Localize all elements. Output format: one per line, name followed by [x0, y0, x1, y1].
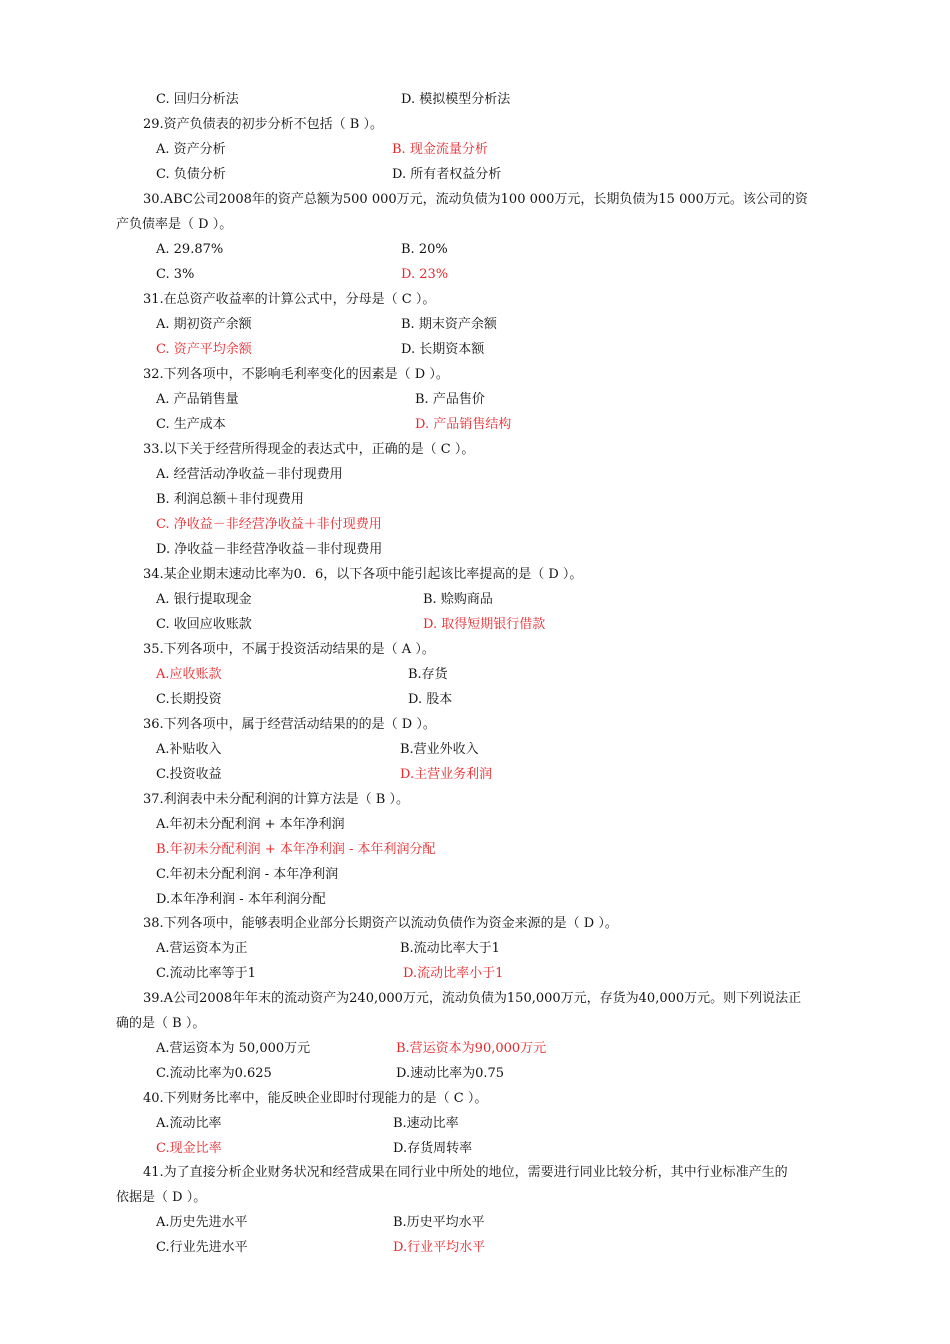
- answer-option: B.年初未分配利润 + 本年净利润 - 本年利润分配: [156, 842, 436, 857]
- answer-option: D.主营业务利润: [400, 767, 493, 782]
- option-text: C.流动比率为0.625: [156, 1066, 272, 1081]
- question-text: 41.为了直接分析企业财务状况和经营成果在同行业中所处的地位，需要进行同业比较分析，其中行业标准产生的: [143, 1165, 788, 1180]
- answer-option: D. 取得短期银行借款: [423, 617, 546, 632]
- answer-option: D.流动比率小于1: [403, 966, 504, 981]
- option-text: A. 资产分析: [156, 142, 226, 157]
- option-text: C. 负债分析: [156, 167, 226, 182]
- question-text: 40.下列财务比率中，能反映企业即时付现能力的是（ C ）。: [143, 1091, 488, 1106]
- question-text: 29.资产负债表的初步分析不包括（ B ）。: [143, 117, 383, 132]
- option-text: C. 回归分析法: [156, 92, 239, 107]
- option-text: A. 经营活动净收益－非付现费用: [156, 467, 343, 482]
- answer-option: A.应收账款: [156, 667, 222, 682]
- question-text: 依据是（ D ）。: [116, 1190, 207, 1205]
- option-text: A.历史先进水平: [156, 1215, 248, 1230]
- option-text: A. 产品销售量: [156, 392, 239, 407]
- option-text: D. 所有者权益分析: [392, 167, 502, 182]
- option-text: A.年初未分配利润 + 本年净利润: [156, 817, 345, 832]
- option-text: A. 银行提取现金: [156, 592, 252, 607]
- option-text: D.速动比率为0.75: [396, 1066, 505, 1081]
- answer-option: B.营运资本为90,000万元: [396, 1041, 547, 1056]
- option-text: B.营业外收入: [400, 742, 479, 757]
- option-text: C.长期投资: [156, 692, 222, 707]
- option-text: A.营运资本为正: [156, 941, 248, 956]
- option-text: B.历史平均水平: [393, 1215, 485, 1230]
- question-text: 36.下列各项中，属于经营活动结果的的是（ D ）。: [143, 717, 436, 732]
- option-text: B. 产品售价: [415, 392, 485, 407]
- answer-option: B. 现金流量分析: [392, 142, 488, 157]
- question-text: 37.利润表中未分配利润的计算方法是（ B ）。: [143, 792, 409, 807]
- option-text: A.流动比率: [156, 1116, 222, 1131]
- option-text: D. 股本: [408, 692, 453, 707]
- option-text: A. 29.87%: [156, 242, 224, 257]
- option-text: B.存货: [408, 667, 448, 682]
- option-text: C.流动比率等于1: [156, 966, 256, 981]
- option-text: C. 收回应收账款: [156, 617, 252, 632]
- question-text: 33.以下关于经营所得现金的表达式中，正确的是（ C ）。: [143, 442, 475, 457]
- question-text: 34.某企业期末速动比率为0．6，以下各项中能引起该比率提高的是（ D ）。: [143, 567, 583, 582]
- answer-option: D. 产品销售结构: [415, 417, 512, 432]
- option-text: B. 赊购商品: [423, 592, 493, 607]
- option-text: D. 净收益－非经营净收益－非付现费用: [156, 542, 383, 557]
- option-text: B.流动比率大于1: [400, 941, 500, 956]
- answer-option: C.现金比率: [156, 1141, 222, 1156]
- question-text: 35.下列各项中，不属于投资活动结果的是（ A ）。: [143, 642, 435, 657]
- answer-option: D. 23%: [401, 267, 449, 282]
- option-text: B.速动比率: [393, 1116, 459, 1131]
- option-text: C.投资收益: [156, 767, 222, 782]
- answer-option: D.行业平均水平: [393, 1240, 486, 1255]
- option-text: A. 期初资产余额: [156, 317, 252, 332]
- option-text: A.营运资本为 50,000万元: [156, 1041, 311, 1056]
- option-text: B. 20%: [401, 242, 448, 257]
- option-text: C. 生产成本: [156, 417, 226, 432]
- question-text: 39.A公司2008年年末的流动资产为240,000万元，流动负债为150,000万元，存货为40,000万元。则下列说法正: [143, 991, 802, 1006]
- question-text: 30.ABC公司2008年的资产总额为500 000万元，流动负债为100 000万元，长期负债为15 000万元。该公司的资: [143, 192, 808, 207]
- answer-option: C. 资产平均余额: [156, 342, 252, 357]
- option-text: C. 3%: [156, 267, 195, 282]
- option-text: D.存货周转率: [393, 1141, 473, 1156]
- option-text: C.年初未分配利润 - 本年净利润: [156, 867, 339, 882]
- question-text: 31.在总资产收益率的计算公式中，分母是（ C ）。: [143, 292, 436, 307]
- option-text: B. 期末资产余额: [401, 317, 497, 332]
- question-text: 32.下列各项中，不影响毛利率变化的因素是（ D ）。: [143, 367, 449, 382]
- option-text: D. 长期资本额: [401, 342, 485, 357]
- option-text: A.补贴收入: [156, 742, 222, 757]
- question-text: 确的是（ B ）。: [116, 1016, 206, 1031]
- option-text: D. 模拟模型分析法: [401, 92, 511, 107]
- option-text: B. 利润总额＋非付现费用: [156, 492, 304, 507]
- question-text: 38.下列各项中，能够表明企业部分长期资产以流动负债作为资金来源的是（ D ）。: [143, 916, 618, 931]
- option-text: D.本年净利润 - 本年利润分配: [156, 892, 326, 907]
- option-text: C.行业先进水平: [156, 1240, 248, 1255]
- question-text: 产负债率是（ D ）。: [116, 217, 233, 232]
- answer-option: C. 净收益－非经营净收益＋非付现费用: [156, 517, 382, 532]
